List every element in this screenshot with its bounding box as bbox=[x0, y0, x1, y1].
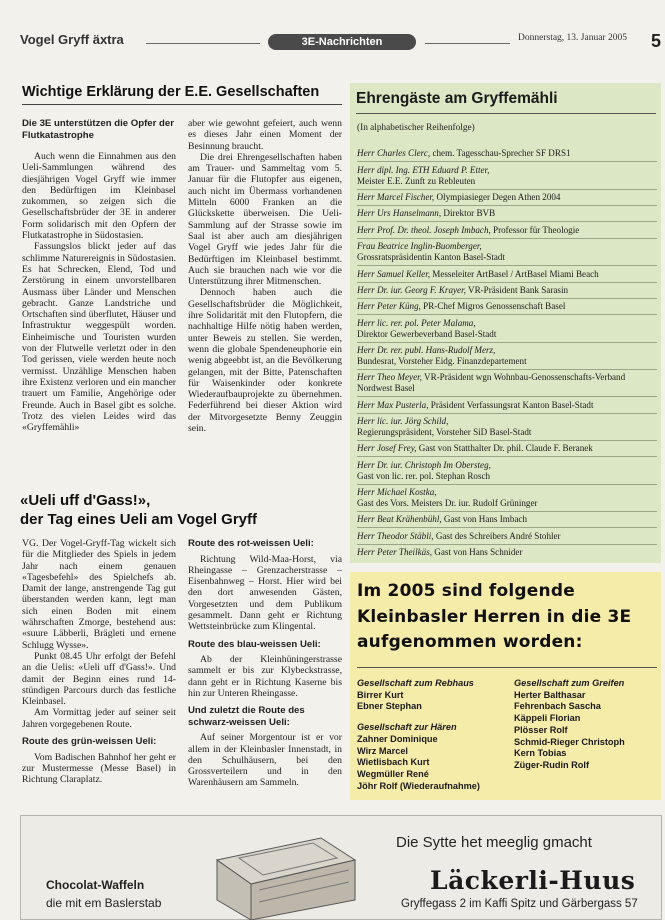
guest-entry bbox=[357, 512, 657, 528]
guest-entry bbox=[357, 190, 657, 206]
guest-entry bbox=[357, 266, 657, 282]
haeren-member-list bbox=[357, 734, 507, 793]
article2-paragraph: Auf seiner Morgentour ist er vor allem in der Kleinbasler Innenstadt, in den Schulhäusern, bei den Grossverteilern und in den Warenhäusern am Sammeln. bbox=[188, 732, 342, 789]
article2-paragraph: Am Vormittag jeder auf seiner seit Jahren vorgegebenen Route. bbox=[22, 707, 176, 730]
guest-entry bbox=[357, 222, 657, 238]
guest-entry bbox=[357, 545, 657, 560]
article2-subheading: Und zuletzt die Route des schwarz-weissen Ueli: bbox=[188, 705, 305, 728]
guest-name: Herr Urs Hanselmann, bbox=[357, 208, 442, 219]
greifen-member-list bbox=[514, 690, 659, 772]
ad-brand-logo: Läckerli-Huus bbox=[430, 866, 636, 895]
guest-entry bbox=[357, 414, 657, 441]
member-name: Schmid-Rieger Christoph bbox=[514, 736, 625, 747]
guest-name: Herr Max Pusterla, bbox=[357, 399, 429, 410]
guest-name: Herr Dr. iur. Georg F. Krayer, bbox=[357, 284, 466, 295]
guest-role: Bundesrat, Vorsteher Eidg. Finanzdepartement bbox=[357, 355, 527, 366]
publication-title: Vogel Gryff äxtra bbox=[20, 32, 124, 47]
section-label: 3E-Nachrichten bbox=[268, 34, 416, 50]
guest-name: Herr Beat Krähenbühl, bbox=[357, 514, 442, 525]
club-label-haeren: Gesellschaft zur Hären bbox=[357, 722, 457, 733]
article1-paragraph: aber wie gewohnt gefeiert, auch wenn es dieses Jahr einen Moment der Besinnung braucht. bbox=[188, 118, 342, 152]
guest-entry bbox=[357, 146, 657, 162]
guest-role: Professor für Theologie bbox=[490, 224, 580, 235]
member-name: Plösser Rolf bbox=[514, 724, 568, 735]
article1-paragraph: Dennoch haben auch die Gesellschaftsbrüder die Möglichkeit, ihre Solidarität mit den Flutopfern, die nachhaltige Hilfe nötig haben werden, unter Beweis zu stellen. Sie werden, wenn die globale Spendeneuphorie ein wenig abgeebbt ist, an die Bevölkerung gelangen, mit der Bitte, Patenschaften für Waisenkinder oder konkrete Wiederaufbauprojekte zu übernehmen. Federführend bei dieser Aktion wird der Mitvorgesetzte Benny Zeuggin sein. bbox=[188, 287, 342, 435]
guest-name: Herr dipl. Ing. ETH Eduard P. Etter, bbox=[357, 164, 490, 175]
guest-name: Herr Peter Theilkäs, bbox=[357, 547, 433, 558]
member-name: Käppeli Florian bbox=[514, 713, 581, 724]
guest-name: Herr Prof. Dr. theol. Joseph Imbach, bbox=[357, 224, 491, 235]
guest-role: VR-Präsident Bank Sarasin bbox=[465, 284, 569, 295]
guest-entry bbox=[357, 441, 657, 457]
guest-name: Herr Josef Frey, bbox=[357, 443, 417, 454]
article2-title-line2: der Tag eines Ueli am Vogel Gryff bbox=[20, 511, 258, 528]
header-rule-right bbox=[425, 43, 510, 44]
article2-paragraph: Richtung Wild-Maa-Horst, via Rheingasse – Grenzacherstrasse – Eisenbahnweg – Horst. Hier wird bei den dort anwesenden Gästen, Vorgesetzten und dem Publikum gesammelt. Dann geht er Richtung Wettsteinbrücke zum Klingental. bbox=[188, 553, 342, 633]
article1-column2 bbox=[188, 118, 342, 434]
article2-title bbox=[20, 491, 350, 529]
new-members-rule bbox=[357, 667, 657, 668]
guests-rule bbox=[356, 113, 656, 114]
guest-entry bbox=[357, 457, 657, 484]
guests-list bbox=[357, 146, 657, 560]
waffle-box-illustration bbox=[209, 830, 359, 920]
member-name: Herter Balthasar bbox=[514, 689, 586, 700]
guest-role: Direktor Gewerbeverband Basel-Stadt bbox=[357, 328, 497, 339]
guest-entry bbox=[357, 299, 657, 315]
guest-name: Herr Michael Kostka, bbox=[357, 486, 437, 497]
guest-entry bbox=[357, 283, 657, 299]
article1-lead: Die 3E unterstützen die Opfer der Flutkatastrophe bbox=[22, 118, 174, 141]
guest-role: Meister E.E. Zunft zu Rebleuten bbox=[357, 175, 476, 186]
guest-entry bbox=[357, 315, 657, 342]
member-name: Ebner Stephan bbox=[357, 701, 422, 712]
spacer bbox=[357, 713, 507, 722]
guest-entry bbox=[357, 162, 657, 189]
guest-name: Herr Dr. rer. publ. Hans-Rudolf Merz, bbox=[357, 345, 496, 356]
member-name: Jöhr Rolf (Wiederaufnahme) bbox=[357, 780, 480, 791]
guest-entry bbox=[357, 206, 657, 222]
member-name: Wegmüller René bbox=[357, 768, 429, 779]
guest-name: Herr Charles Clerc, bbox=[357, 148, 431, 159]
issue-date: Donnerstag, 13. Januar 2005 bbox=[518, 33, 627, 43]
article2-subheading: Route des grün-weissen Ueli: bbox=[22, 736, 157, 748]
club-label-rebhaus: Gesellschaft zum Rebhaus bbox=[357, 678, 474, 688]
member-name: Zahner Dominique bbox=[357, 733, 438, 744]
guest-name: Herr Peter Küng, bbox=[357, 301, 421, 312]
guest-name: Herr lic. iur. Jörg Schild, bbox=[357, 416, 449, 426]
article1-paragraph: Fassungslos blickt jeder auf das schlimme Naturereignis in Südostasien. Es hat Schrecken, Elend, Tod und Zerstörung in einem unvorstellbaren Ausmass über Länder und Menschen gebracht. Ganze Landstriche und Ortschaften sind überflutet, Häuser und Infrastruktur weggespült worden. Einheimische und Touristen wurden von der Flutwelle verletzt oder in den Tod gerissen, viele werden heute noch vermisst. Unzählige Menschen haben ihre Existenz verloren und ein mancher trauert um Familie, Angehörige oder Freunde. Auch in Basel gibt es solche. Trotz des vielen Leides wird das «Gryffemähli» bbox=[22, 241, 176, 434]
page-number: 5 bbox=[651, 31, 662, 51]
ad-address: Gryffegass 2 im Kaffi Spitz und Gärbergass 57 bbox=[401, 898, 638, 910]
ad-left-text bbox=[46, 876, 161, 912]
guest-role: Gast von Statthalter Dr. phil. Claude F. Beranek bbox=[416, 443, 593, 454]
guests-subtitle: (In alphabetischer Reihenfolge) bbox=[357, 123, 475, 133]
guest-role: chem. Tagesschau-Sprecher SF DRS1 bbox=[430, 148, 571, 159]
guest-name: Herr Dr. iur. Christoph Im Obersteg, bbox=[357, 459, 491, 470]
guest-name: Frau Beatrice Inglin-Buomberger, bbox=[357, 241, 482, 252]
article1-rule bbox=[22, 104, 342, 105]
guest-role: Gast von Hans Imbach bbox=[441, 514, 527, 525]
article2-column2 bbox=[188, 538, 342, 789]
guest-entry bbox=[357, 397, 657, 413]
guest-name: Herr Samuel Keller, bbox=[357, 268, 430, 279]
advertisement bbox=[20, 815, 662, 920]
guest-name: Herr Marcel Fischer, bbox=[357, 192, 435, 203]
article2-paragraph: Ab der Kleinhüningerstrasse sammelt er bis zur Klybeckstrasse, dann geht er in Richtung Kaserne bis hin zur Unteren Rheingasse. bbox=[188, 654, 342, 699]
article2-paragraph: Vom Badischen Bahnhof her geht er zur Mustermesse (Messe Basel) in Richtung Claraplatz. bbox=[22, 751, 176, 786]
guests-title: Ehrengäste am Gryffemähli bbox=[356, 90, 558, 107]
guest-role: Messeleiter ArtBasel / ArtBasel Miami Beach bbox=[430, 268, 599, 279]
guest-role: Präsident Verfassungsrat Kanton Basel-Stadt bbox=[428, 399, 594, 410]
new-members-box bbox=[350, 572, 661, 800]
article2-subheading: Route des blau-weissen Ueli: bbox=[188, 638, 321, 650]
rebhaus-member-list bbox=[357, 690, 507, 713]
members-column-left bbox=[357, 678, 507, 792]
article2-column1 bbox=[22, 538, 176, 785]
new-members-title: Im 2005 sind folgende Kleinbasler Herren in die 3E aufgenommen worden: bbox=[357, 581, 632, 652]
article2-subheading: Route des rot-weissen Ueli: bbox=[188, 538, 314, 549]
guest-name: Herr Theo Meyer, bbox=[357, 372, 422, 383]
article1-paragraph: Auch wenn die Einnahmen aus den Ueli-Sammlungen während des diesjährigen Vogel Gryff wie immer den Bedürftigen im Kleinbasel zukommen, so zeigen sich die Gesellschaftsbrüder der 3E in anderer Form solidarisch mit den Opfern der Flutkatastrophe in Südostasien. bbox=[22, 151, 176, 242]
guest-entry bbox=[357, 370, 657, 397]
ad-product-name: Chocolat-Waffeln bbox=[46, 878, 145, 892]
members-column-right bbox=[514, 678, 659, 772]
article1-paragraph: Die drei Ehrengesellschaften haben am Trauer- und Sammeltag vom 5. Januar für die Flutopfer aus eigenen, auch nicht im Übermass vorhandenen Mitteln 6000 Franken an die Glückskette überweisen. Die Ueli-Sammlung auf der Strasse sowie im Saal ist aber auch am diesjährigen Vogel Gryff wie jedes Jahr für die Bedürftigen im Kleinbasel bestimmt. Auch sie brauchen nach wie vor die Unterstützung ihrer Mitmenschen. bbox=[188, 151, 342, 288]
guest-role: Gast des Vors. Meisters Dr. iur. Rudolf Grüninger bbox=[357, 497, 538, 508]
ad-headline: Die Sytte het meeglig gmacht bbox=[396, 834, 592, 851]
member-name: Wietlisbach Kurt bbox=[357, 757, 430, 768]
guest-role: PR-Chef Migros Genossenschaft Basel bbox=[420, 301, 566, 312]
member-name: Wirz Marcel bbox=[357, 745, 408, 756]
guest-role: Gast des Schreibers André Stohler bbox=[433, 530, 561, 541]
guest-role: Gast von Hans Schnider bbox=[432, 547, 523, 558]
guest-role: VR-Präsident wgn Wohnbau-Genossenschafts-Verband Nordwest Basel bbox=[357, 372, 626, 394]
article2-paragraph: VG. Der Vogel-Gryff-Tag wickelt sich für die Mitglieder des Spiels in jedem Jahr nach einem genauen «Tagesbefehl» des Spielchefs ab. Damit der lange, anstrengende Tag gut überstanden werden kann, legt man sich einen Boden mit einem währschaften Zmorge, bestehend aus: «suure Läbberli, Brägleti und ernene Schlugg Wysse». bbox=[22, 538, 176, 651]
guest-role: Regierungspräsident, Vorsteher SiD Basel-Stadt bbox=[357, 426, 532, 437]
header-rule-left bbox=[146, 43, 260, 44]
member-name: Birrer Kurt bbox=[357, 689, 404, 700]
member-name: Kern Tobias bbox=[514, 748, 567, 759]
article1-title: Wichtige Erklärung der E.E. Gesellschaften bbox=[22, 84, 320, 100]
member-name: Fehrenbach Sascha bbox=[514, 701, 601, 712]
guests-box bbox=[350, 83, 661, 563]
guest-role: Grossratspräsidentin Kanton Basel-Stadt bbox=[357, 252, 505, 263]
guest-entry bbox=[357, 485, 657, 512]
guest-role: Direktor BVB bbox=[441, 208, 496, 219]
member-name: Züger-Rudin Rolf bbox=[514, 759, 590, 770]
guest-role: Olympiasieger Degen Athen 2004 bbox=[434, 192, 561, 203]
article2-title-line1: «Ueli uff d'Gass!», bbox=[20, 492, 151, 509]
ad-product-tagline: die mit em Baslerstab bbox=[46, 896, 162, 910]
guest-name: Herr Theodor Stäbli, bbox=[357, 530, 434, 541]
guest-name: Herr lic. rer. pol. Peter Malama, bbox=[357, 317, 476, 328]
guest-entry bbox=[357, 343, 657, 370]
guest-role: Gast von lic. rer. pol. Stephan Rosch bbox=[357, 470, 491, 481]
article2-paragraph: Punkt 08.45 Uhr erfolgt der Befehl an die Uelis: «Ueli uff d'Gass!». Und damit der Beginn eines rund 14-stündigen Parcours durch das festliche Kleinbasel. bbox=[22, 650, 176, 708]
club-label-greifen: Gesellschaft zum Greifen bbox=[514, 678, 625, 688]
article1-column1 bbox=[22, 118, 176, 433]
guest-entry bbox=[357, 528, 657, 544]
guest-entry bbox=[357, 239, 657, 266]
